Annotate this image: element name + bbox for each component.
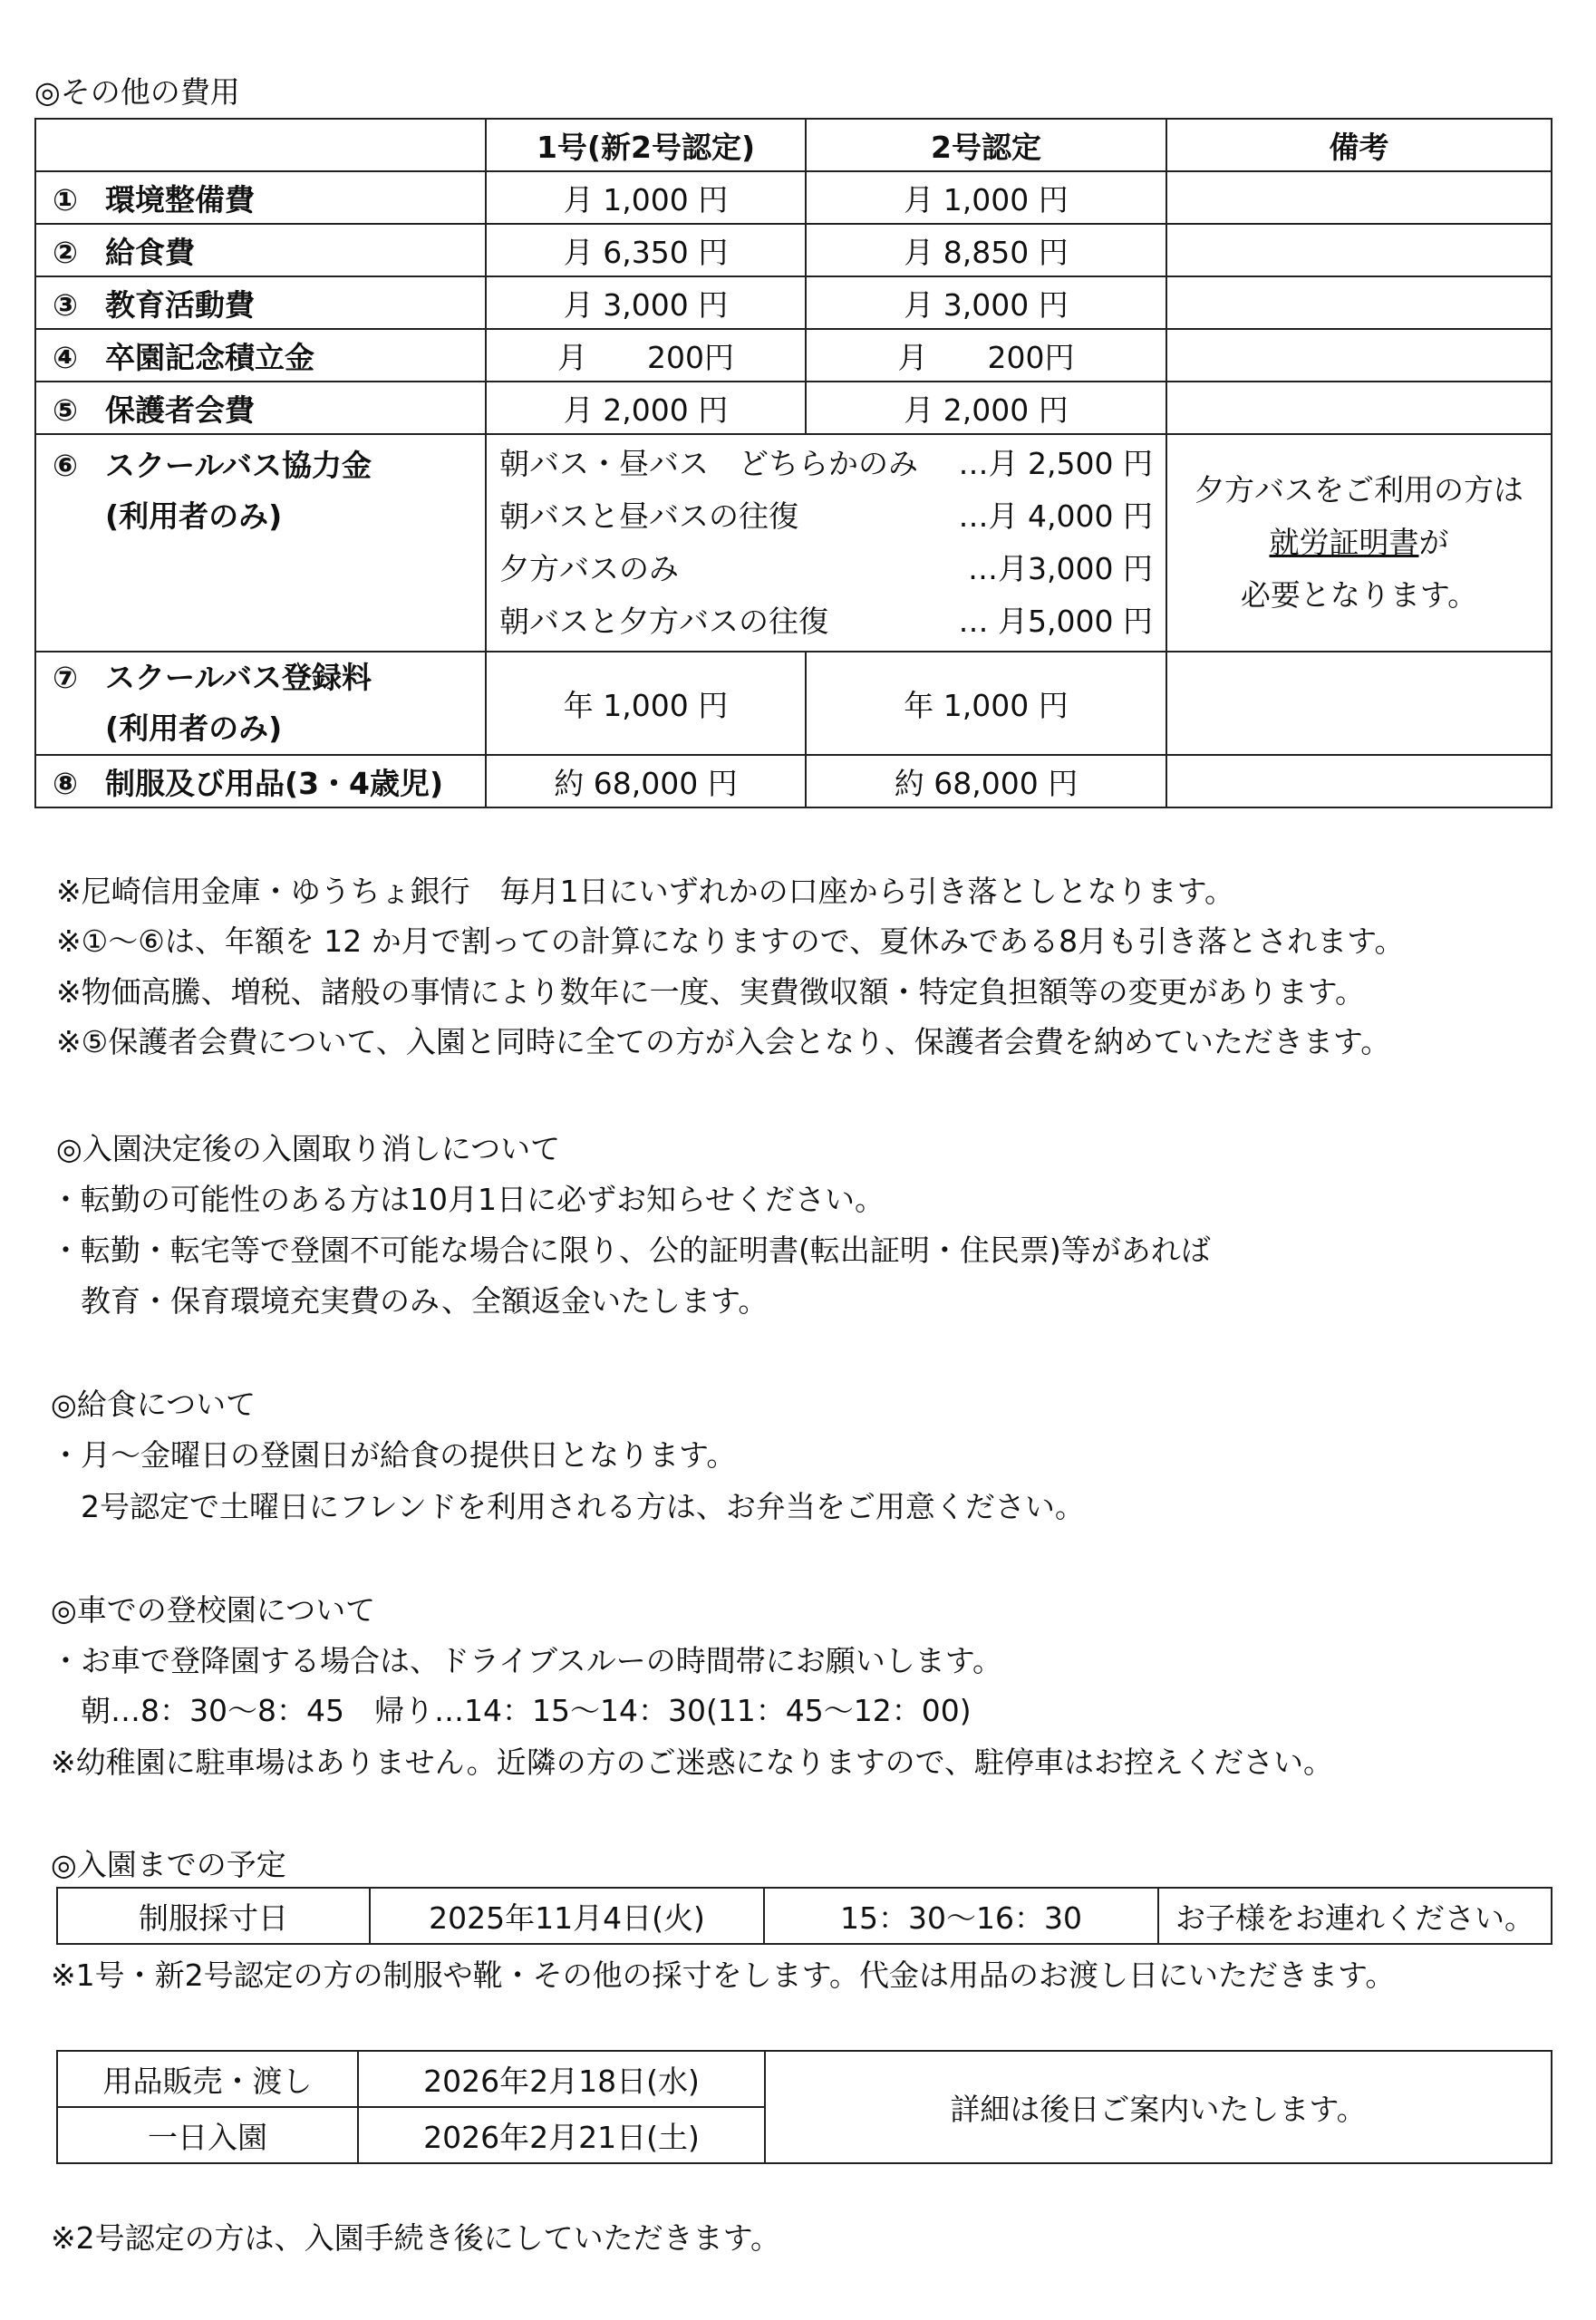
fee-remarks [1166, 224, 1552, 276]
row-label: 保護者会費 [105, 392, 255, 428]
fee-remarks [1166, 755, 1552, 807]
fee-type1: 約 68,000 円 [486, 755, 806, 807]
cancel-heading: ◎入園決定後の入園取り消しについて [56, 1131, 561, 1166]
row-number: ⑧ [53, 765, 78, 801]
bus-option: 朝バス・昼バス どちらかのみ …月 2,500 円 [499, 446, 1153, 481]
fee-type2: 月 3,000 円 [806, 276, 1166, 329]
fee-note: ※①～⑥は、年額を 12 か月で割っての計算になりますので、夏休みである8月も引き落とされます。 [56, 923, 1405, 959]
car-line: 朝…8：30～8：45 帰り…14：15～14：30(11：45～12：00) [51, 1693, 972, 1728]
fee-type2: 月 200円 [806, 329, 1166, 382]
fee-note: ※尼崎信用金庫・ゆうちょ銀行 毎月1日にいずれかの口座から引き落としとなります。 [56, 874, 1235, 909]
details-note: 詳細は後日ご案内いたします。 [765, 2051, 1552, 2163]
row-label: スクールバス登録料 [105, 660, 372, 695]
bus-remarks: 夕方バスをご利用の方は 就労証明書が 必要となります。 [1166, 434, 1552, 652]
event-name: 一日入園 [57, 2107, 358, 2163]
table-row [35, 276, 1552, 329]
row-number: ② [53, 234, 78, 270]
row-number: ⑦ [53, 660, 78, 695]
table-row [35, 382, 1552, 434]
car-line: ※幼稚園に駐車場はありません。近隣の方のご迷惑になりますので、駐停車はお控えください。 [51, 1745, 1333, 1780]
lunch-line: 2号認定で土曜日にフレンドを利用される方は、お弁当をご用意ください。 [51, 1489, 1085, 1524]
fee-remarks [1166, 382, 1552, 434]
fee-type2: 月 8,850 円 [806, 224, 1166, 276]
event-time: 15：30～16：30 [764, 1888, 1158, 1944]
row-number: ④ [53, 339, 78, 375]
lunch-heading: ◎給食について [51, 1387, 256, 1422]
fee-remarks [1166, 652, 1552, 755]
uniform-row [35, 755, 1552, 807]
measurement-schedule-table [56, 1887, 1552, 1945]
measurement-note: ※1号・新2号認定の方の制服や靴・その他の採寸をします。代金は用品のお渡し日にいただきます。 [51, 1958, 1396, 1993]
cancel-line: ・転勤・転宅等で登園不可能な場合に限り、公的証明書(転出証明・住民票)等があれば [51, 1232, 1211, 1268]
fee-type2: 約 68,000 円 [806, 755, 1166, 807]
schedule-heading: ◎入園までの予定 [51, 1847, 286, 1882]
car-line: ・お車で登降園する場合は、ドライブスルーの時間帯にお願いします。 [51, 1643, 1003, 1678]
cancel-line: ・転勤の可能性のある方は10月1日に必ずお知らせください。 [51, 1182, 885, 1217]
fees-heading: ◎その他の費用 [34, 74, 240, 110]
row-number: ③ [53, 286, 78, 323]
fees-header-blank [35, 119, 486, 171]
fee-type2: 月 2,000 円 [806, 382, 1166, 434]
row-label: 卒園記念積立金 [105, 339, 314, 375]
employment-certificate-text: 就労証明書 [1269, 525, 1419, 560]
fee-note: ※⑤保護者会費について、入園と同時に全ての方が入会となり、保護者会費を納めていただきます。 [56, 1024, 1391, 1059]
table-row [57, 2051, 1552, 2107]
bus-option: 朝バスと夕方バスの往復 … 月5,000 円 [499, 604, 1153, 639]
cancel-line: 教育・保育環境充実費のみ、全額返金いたします。 [51, 1283, 769, 1319]
table-row [57, 1888, 1552, 1944]
fees-header-type2: 2号認定 [806, 119, 1166, 171]
fee-type2: 月 1,000 円 [806, 171, 1166, 224]
fee-type1: 月 200円 [486, 329, 806, 382]
event-date: 2026年2月18日(水) [358, 2051, 765, 2107]
row-label: スクールバス協力金 [105, 448, 372, 483]
event-date: 2026年2月21日(土) [358, 2107, 765, 2163]
fees-header-row [35, 119, 1552, 171]
bus-options-cell [486, 434, 1166, 652]
event-note: お子様をお連れください。 [1158, 1888, 1552, 1944]
schedule-table [56, 2050, 1552, 2164]
row-sublabel: (利用者のみ) [105, 498, 283, 534]
table-row [35, 329, 1552, 382]
bus-option: 朝バスと昼バスの往復 …月 4,000 円 [499, 498, 1153, 534]
row-label: 給食費 [105, 234, 195, 270]
fee-note: ※物価高騰、増税、諸般の事情により数年に一度、実費徴収額・特定負担額等の変更があります。 [56, 974, 1366, 1010]
fee-remarks [1166, 276, 1552, 329]
row-number: ⑤ [53, 392, 78, 428]
event-date: 2025年11月4日(火) [370, 1888, 764, 1944]
row-label: 教育活動費 [105, 286, 255, 323]
fee-remarks [1166, 329, 1552, 382]
row-number: ① [53, 181, 78, 218]
fee-type1: 月 6,350 円 [486, 224, 806, 276]
fee-type1: 月 3,000 円 [486, 276, 806, 329]
footer-note: ※2号認定の方は、入園手続き後にしていただきます。 [51, 2220, 781, 2256]
table-row [35, 171, 1552, 224]
row-label: 制服及び用品(3・4歳児) [105, 765, 444, 801]
fee-type1: 月 1,000 円 [486, 171, 806, 224]
fee-remarks [1166, 171, 1552, 224]
bus-registration-row [35, 652, 1552, 755]
row-label: 環境整備費 [105, 181, 255, 218]
row-sublabel: (利用者のみ) [105, 710, 283, 746]
fee-type1: 年 1,000 円 [486, 652, 806, 755]
row-number: ⑥ [53, 448, 78, 483]
fees-header-type1: 1号(新2号認定) [486, 119, 806, 171]
lunch-line: ・月～金曜日の登園日が給食の提供日となります。 [51, 1437, 737, 1473]
fees-header-remarks: 備考 [1166, 119, 1552, 171]
event-name: 制服採寸日 [57, 1888, 370, 1944]
table-row [35, 224, 1552, 276]
bus-option: 夕方バスのみ …月3,000 円 [499, 551, 1153, 586]
event-name: 用品販売・渡し [57, 2051, 358, 2107]
bus-fee-row [35, 434, 1552, 652]
car-heading: ◎車での登校園について [51, 1592, 376, 1628]
fee-type2: 年 1,000 円 [806, 652, 1166, 755]
fees-table [34, 118, 1552, 808]
fee-type1: 月 2,000 円 [486, 382, 806, 434]
